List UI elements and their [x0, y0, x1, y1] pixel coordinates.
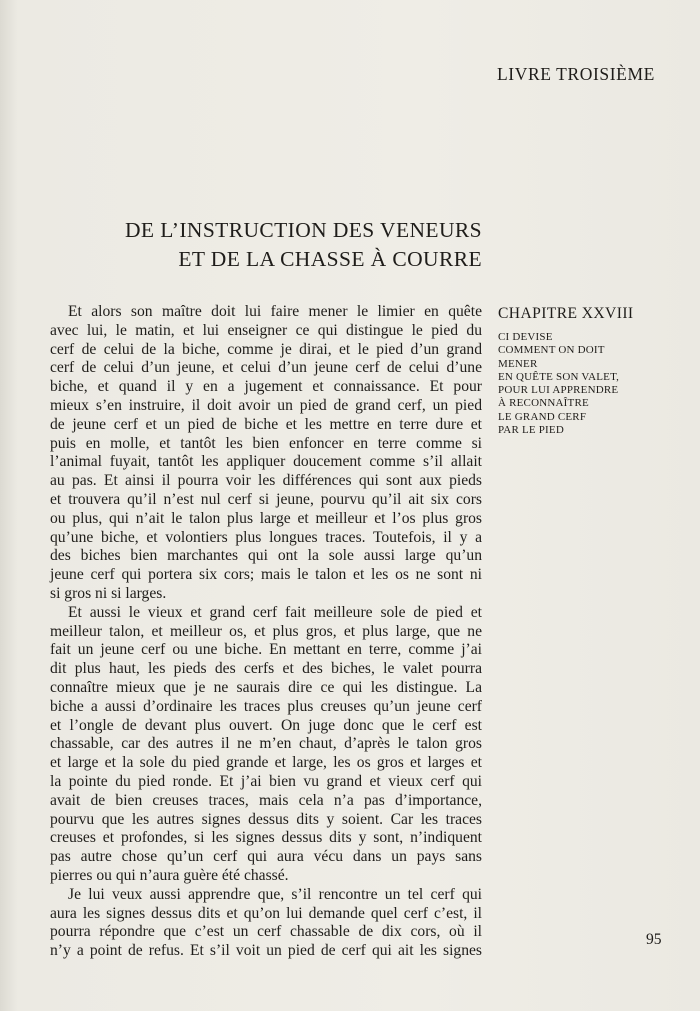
body-line: dit plus haut, les pieds des cerfs et des biches, le valet pourra — [50, 660, 482, 678]
body-line: aura les signes dessus dits et qu’on lui demande quel cerf c’est, il — [50, 904, 482, 922]
body-line: pourvu que les autres signes dessus dits y soient. Car les traces — [50, 810, 482, 828]
chapter-summary-line: COMMENT ON DOIT — [498, 344, 605, 357]
body-line: n’y a point de refus. Et s’il voit un pied de cerf qui ait les signes — [50, 942, 482, 960]
chapter-summary-line: POUR LUI APPRENDRE — [498, 384, 619, 397]
body-line: au pas. Et ainsi il pourra voir les différences qui sont aux pieds — [50, 472, 482, 490]
body-line: et trouvera qu’il n’est nul cerf si jeune, pourvu qu’il ait six cors — [50, 490, 482, 508]
body-line: qu’une biche, et volontiers plus longues traces. Toutefois, il y a — [50, 528, 482, 546]
body-line: Je lui veux aussi apprendre que, s’il rencontre un tel cerf qui — [68, 885, 482, 903]
body-line: jeune cerf qui portera six cors; mais le talon et les os ne sont ni — [50, 566, 482, 584]
section-title-line-2: ET DE LA CHASSE À COURRE — [178, 247, 482, 271]
chapter-summary — [498, 331, 619, 437]
body-line: Et aussi le vieux et grand cerf fait meilleure sole de pied et — [68, 603, 482, 621]
body-line: et large et la sole du pied grande et large, les os gros et larges et — [50, 754, 482, 772]
body-line: pourra répondre que c’est un cerf chassable de dix cors, où il — [50, 923, 482, 941]
body-line: cerf de celui de la biche, comme je dirai, et le pied d’un grand — [50, 340, 482, 358]
body-line: l’animal fuyait, tantôt les appliquer doucement comme s’il allait — [50, 453, 482, 471]
body-line: connaître mieux que je ne saurais dire ce qui les distingue. La — [50, 678, 482, 696]
body-line: pas autre chose qu’un cerf qui aura vécu dans un pays sans — [50, 848, 482, 866]
body-line: biche a aussi d’ordinaire les traces plus creuses qu’un jeune cerf — [50, 697, 482, 715]
body-line: avait de bien creuses traces, mais cela n’a pas d’importance, — [50, 791, 482, 809]
chapter-summary-line: PAR LE PIED — [498, 424, 564, 437]
page-number: 95 — [646, 931, 662, 948]
chapter-summary-line: MENER — [498, 357, 538, 370]
body-line: de jeune cerf et un pied de biche et les mettre en terre dure et — [50, 415, 482, 433]
body-line: creuses et profondes, si les signes dessus dits y sont, n’indiquent — [50, 829, 482, 847]
section-title — [84, 216, 482, 274]
body-text — [50, 303, 482, 961]
body-line: si gros ni si larges. — [50, 584, 167, 602]
body-line: avec lui, le matin, et lui enseigner ce qui distingue le pied du — [50, 321, 482, 339]
body-line: puis en molle, et tantôt les bien enfoncer en terre comme si — [50, 434, 482, 452]
body-line: ou plus, qui n’ait le talon plus large et meilleur et l’os plus gros — [50, 509, 482, 527]
chapter-summary-line: LE GRAND CERF — [498, 410, 587, 423]
section-title-line-1: DE L’INSTRUCTION DES VENEURS — [124, 218, 482, 242]
running-head: LIVRE TROISIÈME — [497, 64, 655, 84]
body-line: pierres ou qui n’aura guère été chassé. — [50, 866, 289, 884]
body-line: des biches bien marchantes qui ont la sole aussi large qu’un — [50, 547, 482, 565]
body-line: Et alors son maître doit lui faire mener le limier en quête — [68, 303, 482, 320]
body-line: meilleur talon, et meilleur os, et plus gros, et plus large, que ne — [50, 622, 482, 640]
body-line: fait un jeune cerf ou une biche. En mettant en terre, comme j’ai — [50, 641, 482, 659]
body-line: mieux s’en instruire, il doit avoir un pied de grand cerf, un pied — [50, 396, 482, 414]
body-line: et l’ongle de devant plus ouvert. On juge donc que le cerf est — [50, 716, 482, 734]
body-line: cerf de celui d’un jeune, et celui d’un jeune cerf de celui d’une — [50, 359, 482, 377]
chapter-summary-line: CI DEVISE — [498, 331, 553, 343]
body-line: biche, et quand il y en a jugement et connaissance. Et pour — [50, 378, 482, 396]
body-line: chassable, car des autres il ne m’en chaut, d’après le talon gros — [50, 735, 482, 753]
chapter-summary-line: À RECONNAÎTRE — [498, 397, 589, 410]
body-line: la pointe du pied ronde. Et j’ai bien vu grand et vieux cerf qui — [50, 772, 482, 790]
chapter-summary-line: EN QUÊTE SON VALET, — [498, 370, 620, 383]
chapter-heading: CHAPITRE XXVIII — [498, 305, 634, 322]
